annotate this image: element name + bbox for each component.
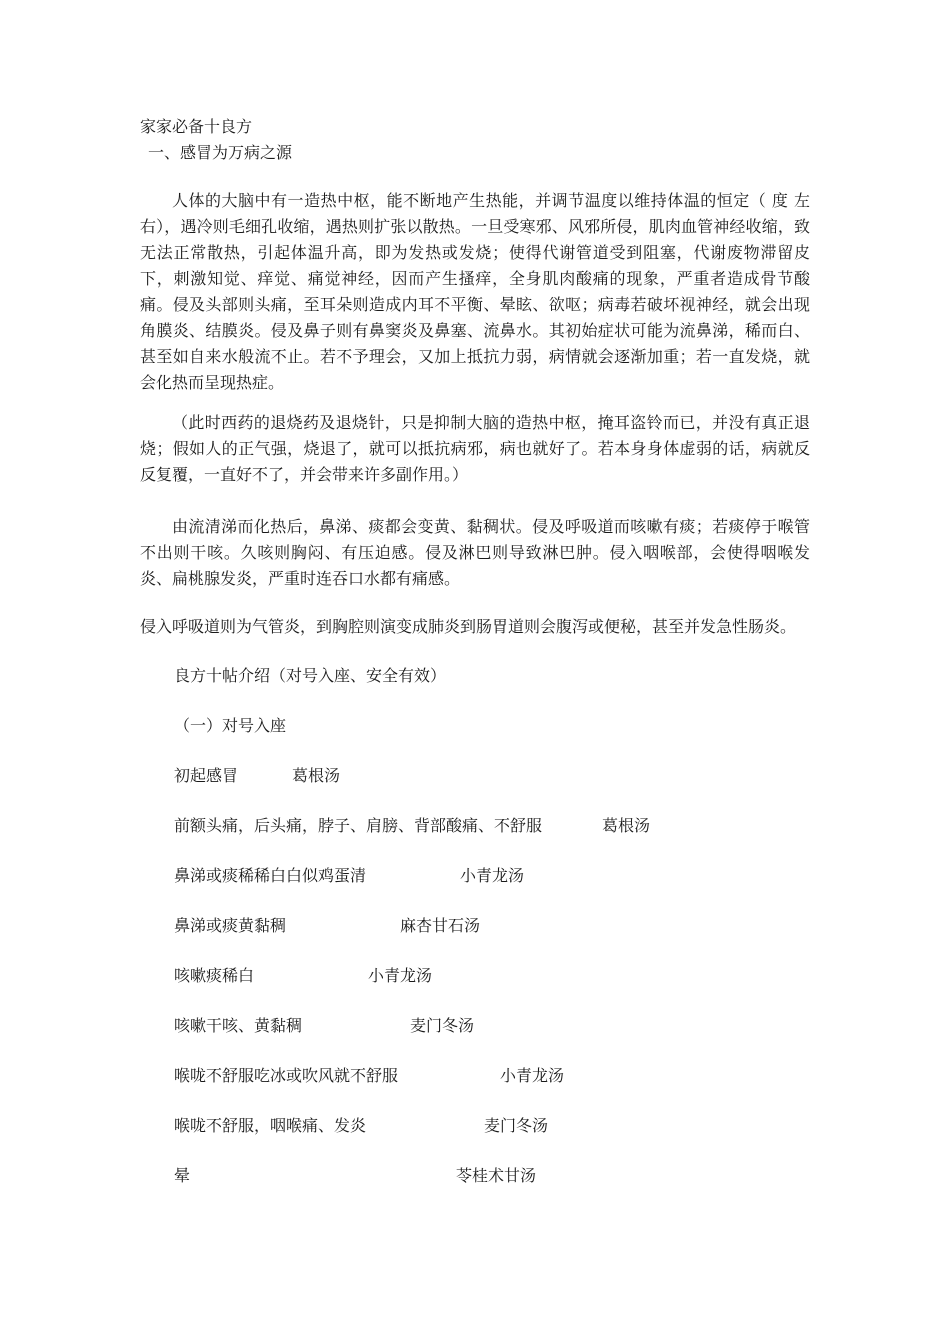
document-title: 家家必备十良方 xyxy=(140,117,253,136)
remedy-text: 麻杏甘石汤 xyxy=(400,916,481,935)
paragraph-body-2: （此时西药的退烧药及退烧针，只是抑制大脑的造热中枢，掩耳盗铃而已，并没有真正退烧；假如人的正气强，烧退了，就可以抵抗病邪，病也就好了。若本身身体虚弱的话，病就反反复覆，一直好不了，并会带来许多副作用。） xyxy=(140,413,810,484)
symptom-text: 咳嗽干咳、黄黏稠 xyxy=(174,1016,303,1035)
paragraph-body-1: 人体的大脑中有一造热中枢，能不断地产生热能，并调节温度以维持体温的恒定（ 度 左右），遇冷则毛细孔收缩，遇热则扩张以散热。一旦受寒邪、风邪所侵，肌肉血管神经收缩，致无法正常散热，引起体温升高，即为发热或发烧；使得代谢管道受到阻塞，代谢废物滞留皮下，刺激知觉、痒觉、痛觉神经，因而产生搔痒，全身肌肉酸痛的现象，严重者造成骨节酸痛。侵及头部则头痛，至耳朵则造成内耳不平衡、晕眩、欲呕；病毒若破坏视神经，就会出现角膜炎、结膜炎。侵及鼻子则有鼻窦炎及鼻塞、流鼻水。其初始症状可能为流鼻涕，稀而白、甚至如自来水般流不止。若不予理会，又加上抵抗力弱，病情就会逐渐加重；若一直发烧，就会化热而呈现热症。 xyxy=(140,191,810,392)
remedy-text: 麦门冬汤 xyxy=(484,1116,549,1135)
remedy-text: 小青龙汤 xyxy=(500,1066,565,1085)
symptom-text: 晕 xyxy=(174,1166,191,1185)
remedy-text: 葛根汤 xyxy=(602,816,651,835)
symptom-text: 喉咙不舒服吃冰或吹风就不舒服 xyxy=(174,1066,399,1085)
symptom-text: 初起感冒 xyxy=(174,766,239,785)
prescriptions-intro: 良方十帖介绍（对号入座、安全有效） xyxy=(174,666,447,685)
subsection-heading: （一）对号入座 xyxy=(174,716,287,735)
symptom-text: 鼻涕或痰黄黏稠 xyxy=(174,916,287,935)
paragraph-body-4: 侵入呼吸道则为气管炎，到胸腔则演变成肺炎到肠胃道则会腹泻或便秘，甚至并发急性肠炎。 xyxy=(140,617,797,636)
symptom-text: 前额头痛，后头痛，脖子、肩膀、背部酸痛、不舒服 xyxy=(174,816,543,835)
symptom-text: 咳嗽痰稀白 xyxy=(174,966,255,985)
symptom-text: 鼻涕或痰稀稀白白似鸡蛋清 xyxy=(174,866,367,885)
remedy-text: 小青龙汤 xyxy=(368,966,433,985)
symptom-text: 喉咙不舒服，咽喉痛、发炎 xyxy=(174,1116,367,1135)
remedy-text: 苓桂术甘汤 xyxy=(456,1166,537,1185)
remedy-text: 葛根汤 xyxy=(292,766,341,785)
section-heading: 一、感冒为万病之源 xyxy=(148,143,293,162)
remedy-text: 麦门冬汤 xyxy=(410,1016,475,1035)
paragraph-body-3: 由流清涕而化热后，鼻涕、痰都会变黄、黏稠状。侵及呼吸道而咳嗽有痰；若痰停于喉管不出则干咳。久咳则胸闷、有压迫感。侵及淋巴则导致淋巴肿。侵入咽喉部，会使得咽喉发炎、扁桃腺发炎，严重时连吞口水都有痛感。 xyxy=(140,517,810,588)
remedy-text: 小青龙汤 xyxy=(460,866,525,885)
